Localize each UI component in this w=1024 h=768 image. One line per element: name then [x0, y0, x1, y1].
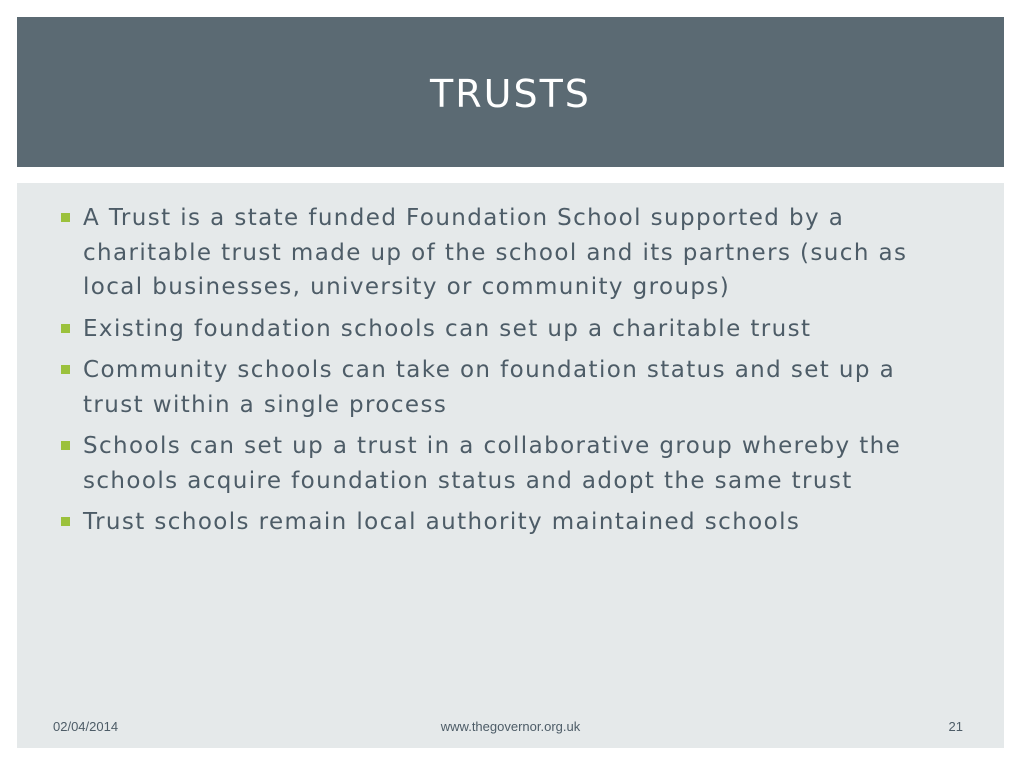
bullet-item: [61, 429, 961, 498]
square-bullet-icon: [61, 365, 70, 374]
slide-footer: [17, 719, 1004, 739]
bullet-item: [61, 312, 961, 347]
bullet-text: Existing foundation schools can set up a charitable trust: [83, 315, 812, 342]
bullet-list: [61, 201, 961, 547]
title-bar: [17, 17, 1004, 167]
bullet-text: Schools can set up a trust in a collaborative group whereby the schools acquire foundation status and adopt the same trust: [83, 433, 902, 494]
bullet-item: [61, 353, 961, 422]
bullet-item: [61, 201, 961, 305]
footer-date: 02/04/2014: [53, 719, 119, 734]
square-bullet-icon: [61, 213, 70, 222]
bullet-text: Community schools can take on foundation status and set up a trust within a single process: [83, 357, 896, 418]
square-bullet-icon: [61, 517, 70, 526]
footer-url: www.thegovernor.org.uk: [440, 719, 581, 734]
bullet-item: [61, 505, 961, 540]
slide-title: TRUSTS: [430, 72, 591, 116]
bullet-text: A Trust is a state funded Foundation School supported by a charitable trust made up of the school and its partners (such as local businesses, university or community groups): [83, 205, 908, 300]
page-number: 21: [948, 719, 963, 734]
square-bullet-icon: [61, 324, 70, 333]
content-panel: [17, 183, 1004, 748]
square-bullet-icon: [61, 441, 70, 450]
bullet-text: Trust schools remain local authority maintained schools: [83, 509, 801, 535]
